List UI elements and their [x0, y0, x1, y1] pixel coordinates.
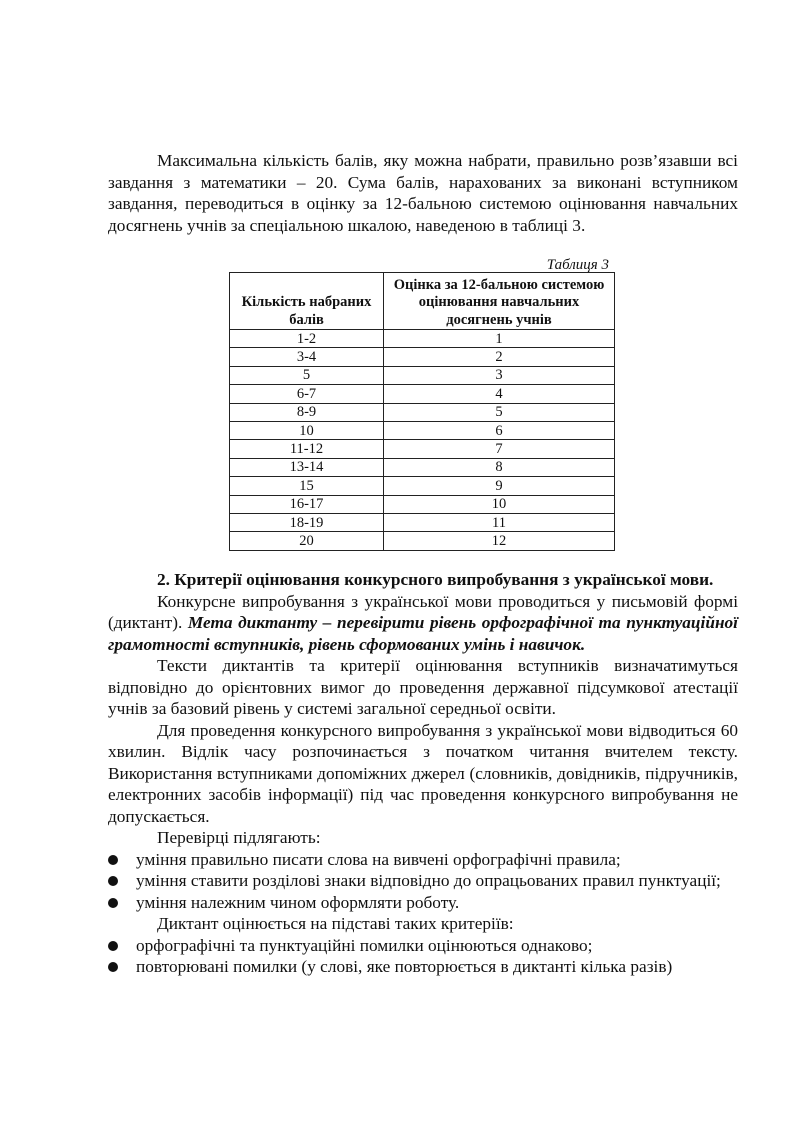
table-row: [230, 385, 615, 403]
cell-grade: 5: [384, 403, 615, 421]
cell-points: 20: [230, 532, 384, 550]
header-grade: Оцінка за 12-бальною системою оцінювання навчальних досягнень учнів: [384, 273, 615, 330]
intro-paragraph: Максимальна кількість балів, яку можна набрати, правильно розв’язавши всі завдання з математики – 20. Сума балів, нарахованих за виконані вступником завдання, переводиться в оцінку за 12-бальною системою оцінювання навчальних досягнень учнів за спеціальною шкалою, наведеною в таблиці 3.: [108, 151, 738, 235]
cell-points: 1-2: [230, 330, 384, 348]
list-item-text: уміння правильно писати слова на вивчені орфографічні правила;: [136, 849, 621, 869]
header-points: Кількість набраних балів: [230, 273, 384, 330]
table-row: [230, 421, 615, 439]
bullet-dot-icon: [108, 855, 118, 865]
cell-points: 5: [230, 366, 384, 384]
cell-points: 3-4: [230, 348, 384, 366]
table-row: [230, 348, 615, 366]
cell-points: 10: [230, 421, 384, 439]
section2-paragraph-1: [108, 591, 738, 656]
list-item: [108, 870, 738, 892]
cell-points: 15: [230, 477, 384, 495]
intro-block: [108, 150, 738, 236]
table-row: [230, 366, 615, 384]
section2-block: [108, 569, 738, 978]
check-list: [108, 849, 738, 914]
table-row: [230, 440, 615, 458]
p1-emphasis: Мета диктанту – перевірити рівень орфографічної та пунктуаційної грамотності вступників, рівень сформованих умінь і навичок.: [108, 613, 738, 654]
table-row: [230, 403, 615, 421]
cell-grade: 9: [384, 477, 615, 495]
section2-paragraph-3: Для проведення конкурсного випробування з української мови відводиться 60 хвилин. Відлік часу розпочинається з початком читання вчителем тексту. Використання вступниками допоміжних джерел (словників, довідників, підручників, електронних засобів інформації) під час проведення конкурсного випробування не допускається.: [108, 720, 738, 826]
cell-grade: 12: [384, 532, 615, 550]
bullet-dot-icon: [108, 962, 118, 972]
bullet-dot-icon: [108, 898, 118, 908]
cell-grade: 8: [384, 458, 615, 476]
criteria-intro: Диктант оцінюється на підставі таких критеріїв:: [157, 914, 514, 933]
table-caption: Таблиця 3: [546, 257, 609, 273]
cell-grade: 3: [384, 366, 615, 384]
bullet-dot-icon: [108, 876, 118, 886]
score-conversion-table: [229, 272, 615, 551]
check-intro: Перевірці підлягають:: [157, 828, 321, 847]
list-item: [108, 892, 738, 914]
cell-grade: 4: [384, 385, 615, 403]
table-header-row: [230, 273, 615, 330]
table-row: [230, 458, 615, 476]
list-item: [108, 956, 738, 978]
table-row: [230, 532, 615, 550]
cell-grade: 1: [384, 330, 615, 348]
cell-points: 6-7: [230, 385, 384, 403]
cell-grade: 6: [384, 421, 615, 439]
list-item-text: уміння ставити розділові знаки відповідно до опрацьованих правил пунктуації;: [136, 871, 721, 890]
cell-points: 18-19: [230, 513, 384, 531]
list-item: [108, 935, 738, 957]
table-row: [230, 330, 615, 348]
list-item-text: уміння належним чином оформляти роботу.: [136, 892, 460, 912]
table-row: [230, 477, 615, 495]
cell-grade: 10: [384, 495, 615, 513]
p1-text: Конкурсне випробування з української мови проводиться у письмовій формі (диктант).: [108, 591, 738, 632]
cell-grade: 2: [384, 348, 615, 366]
cell-grade: 7: [384, 440, 615, 458]
list-item: [108, 849, 738, 871]
cell-grade: 11: [384, 513, 615, 531]
cell-points: 8-9: [230, 403, 384, 421]
section2-heading: 2. Критерії оцінювання конкурсного випробування з української мови.: [157, 570, 714, 589]
cell-points: 16-17: [230, 495, 384, 513]
section2-paragraph-2: Тексти диктантів та критерії оцінювання вступників визначатимуться відповідно до орієнтовних вимог до проведення державної підсумкової атестації учнів за базовий рівень у системі загальної середньої освіти.: [108, 656, 738, 718]
criteria-list: [108, 935, 738, 978]
cell-points: 11-12: [230, 440, 384, 458]
list-item-text: повторювані помилки (у слові, яке повторюється в диктанті кілька разів): [136, 957, 673, 976]
table-row: [230, 513, 615, 531]
bullet-dot-icon: [108, 941, 118, 951]
cell-points: 13-14: [230, 458, 384, 476]
table-row: [230, 495, 615, 513]
list-item-text: орфографічні та пунктуаційні помилки оцінюються однаково;: [136, 935, 593, 955]
